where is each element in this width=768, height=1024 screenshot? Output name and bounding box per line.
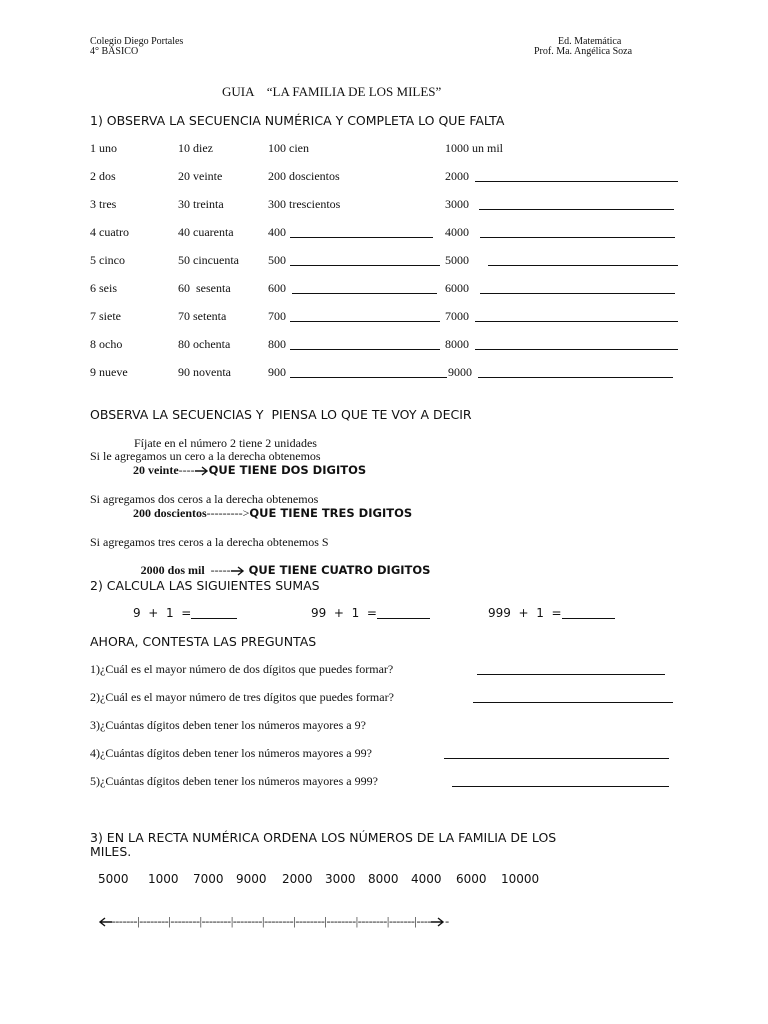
seq-cell: 2000 — [445, 169, 469, 183]
result-row — [133, 549, 430, 578]
observe-line: Si le agregamos un cero a la derecha obtenemos — [90, 449, 321, 463]
result-dashes: ---------> — [206, 506, 250, 520]
result-text: QUE TIENE CUATRO DIGITOS — [244, 563, 431, 577]
number-item: 7000 — [193, 872, 224, 886]
question-answer-blank[interactable] — [473, 691, 673, 703]
sum-1: 9 + 1 = — [133, 606, 192, 620]
observe-line: Si agregamos dos ceros a la derecha obtenemos — [90, 492, 319, 506]
number-line-ticks: -------|--------|--------|--------|--------|--------|--------|--------|--------|-------|---- — [111, 914, 432, 928]
seq-cell: 1000 un mil — [445, 141, 504, 155]
question-answer-blank[interactable] — [477, 663, 665, 675]
school-name: Colegio Diego Portales — [90, 36, 184, 47]
seq-cell: 1 uno — [90, 141, 117, 155]
result-number: 200 doscientos — [133, 506, 207, 520]
number-item: 5000 — [98, 872, 129, 886]
sum-answer-blank[interactable] — [562, 607, 615, 619]
answer-blank[interactable] — [479, 198, 674, 210]
seq-cell: 2 dos — [90, 169, 116, 183]
section1-heading: 1) OBSERVA LA SECUENCIA NUMÉRICA Y COMPLETA LO QUE FALTA — [90, 113, 505, 128]
observe-line: Si agregamos tres ceros a la derecha obtenemos S — [90, 535, 329, 549]
seq-cell: 700 — [268, 309, 286, 323]
arrow-right-icon — [231, 566, 245, 576]
answer-blank[interactable] — [292, 282, 437, 294]
answer-blank[interactable] — [480, 226, 675, 238]
seq-cell: 50 cincuenta — [178, 253, 239, 267]
number-list — [98, 872, 539, 886]
question-1: 1)¿Cuál es el mayor número de dos dígitos que puedes formar? — [90, 662, 394, 676]
teacher-label: Prof. Ma. Angélica Soza — [534, 46, 633, 57]
seq-cell: 80 ochenta — [178, 337, 231, 351]
sum-2: 99 + 1 = — [311, 606, 377, 620]
number-item: 10000 — [501, 872, 540, 886]
result-number: 2000 dos mil — [140, 563, 205, 577]
sum-answer-blank[interactable] — [191, 607, 237, 619]
seq-cell: 6 seis — [90, 281, 117, 295]
answer-blank[interactable] — [290, 226, 433, 238]
seq-cell: 7000 — [445, 309, 469, 323]
seq-cell: 800 — [268, 337, 286, 351]
section2-heading: 2) CALCULA LAS SIGUIENTES SUMAS — [90, 578, 320, 593]
seq-cell: 70 setenta — [178, 309, 227, 323]
result-row — [133, 463, 366, 478]
seq-cell: 30 treinta — [178, 197, 224, 211]
seq-cell: 7 siete — [90, 309, 121, 323]
page-title: GUIA “LA FAMILIA DE LOS MILES” — [222, 84, 442, 99]
seq-cell: 900 — [268, 365, 286, 379]
section3-heading: 3) EN LA RECTA NUMÉRICA ORDENA LOS NÚMEROS DE LA FAMILIA DE LOS — [90, 830, 557, 845]
question-2: 2)¿Cuál es el mayor número de tres dígitos que puedes formar? — [90, 690, 394, 704]
seq-cell: 500 — [268, 253, 286, 267]
answer-blank[interactable] — [290, 366, 447, 378]
answer-blank[interactable] — [478, 366, 673, 378]
question-answer-blank[interactable] — [444, 747, 669, 759]
question-answer-blank[interactable] — [452, 775, 669, 787]
number-item: 6000 — [456, 872, 487, 886]
seq-cell: 200 doscientos — [268, 169, 340, 183]
seq-cell: 60 sesenta — [178, 281, 231, 295]
answer-blank[interactable] — [290, 254, 440, 266]
seq-cell: 400 — [268, 225, 286, 239]
result-number: 20 veinte — [133, 463, 179, 477]
seq-cell: 4 cuatro — [90, 225, 129, 239]
number-item: 1000 — [148, 872, 179, 886]
number-item: 9000 — [236, 872, 267, 886]
result-row — [133, 506, 412, 521]
number-line-end: - — [445, 914, 450, 928]
answer-blank[interactable] — [480, 282, 675, 294]
seq-cell: 10 diez — [178, 141, 213, 155]
question-4: 4)¿Cuántas dígitos deben tener los números mayores a 99? — [90, 746, 372, 760]
seq-cell: 100 cien — [268, 141, 309, 155]
observe-line: Fíjate en el número 2 tiene 2 unidades — [134, 436, 317, 450]
seq-cell: 9000 — [448, 365, 472, 379]
seq-cell: 40 cuarenta — [178, 225, 234, 239]
number-item: 4000 — [411, 872, 442, 886]
result-text: QUE TIENE TRES DIGITOS — [249, 506, 413, 520]
seq-cell: 300 trescientos — [268, 197, 341, 211]
arrow-right-icon — [195, 466, 209, 476]
subject-label: Ed. Matemática — [558, 36, 622, 47]
seq-cell: 3 tres — [90, 197, 117, 211]
questions-heading: AHORA, CONTESTA LAS PREGUNTAS — [90, 634, 317, 649]
seq-cell: 600 — [268, 281, 286, 295]
section3-heading-cont: MILES. — [90, 844, 132, 859]
answer-blank[interactable] — [290, 338, 440, 350]
answer-blank[interactable] — [488, 254, 678, 266]
answer-blank[interactable] — [290, 310, 440, 322]
seq-cell: 5000 — [445, 253, 469, 267]
arrow-left-icon — [98, 917, 112, 927]
result-dashes: ----- — [204, 563, 231, 577]
seq-cell: 9 nueve — [90, 365, 128, 379]
arrow-right-icon — [431, 917, 445, 927]
sum-3: 999 + 1 = — [488, 606, 562, 620]
seq-cell: 20 veinte — [178, 169, 223, 183]
answer-blank[interactable] — [475, 338, 678, 350]
seq-cell: 90 noventa — [178, 365, 231, 379]
result-text: QUE TIENE DOS DIGITOS — [208, 463, 367, 477]
number-item: 3000 — [325, 872, 356, 886]
grade-label: 4° BASICO — [90, 46, 139, 57]
seq-cell: 4000 — [445, 225, 469, 239]
observe-heading: OBSERVA LA SECUENCIAS Y PIENSA LO QUE TE VOY A DECIR — [90, 407, 472, 422]
sum-answer-blank[interactable] — [377, 607, 430, 619]
seq-cell: 8 ocho — [90, 337, 123, 351]
answer-blank[interactable] — [475, 170, 678, 182]
result-dashes: ---- — [178, 463, 195, 477]
number-item: 8000 — [368, 872, 399, 886]
seq-cell: 5 cinco — [90, 253, 125, 267]
seq-cell: 3000 — [445, 197, 469, 211]
question-3: 3)¿Cuántas dígitos deben tener los números mayores a 9? — [90, 718, 366, 732]
number-line[interactable] — [90, 900, 449, 929]
number-item: 2000 — [282, 872, 313, 886]
seq-cell: 6000 — [445, 281, 469, 295]
seq-cell: 8000 — [445, 337, 469, 351]
question-5: 5)¿Cuántas dígitos deben tener los números mayores a 999? — [90, 774, 378, 788]
answer-blank[interactable] — [475, 310, 678, 322]
